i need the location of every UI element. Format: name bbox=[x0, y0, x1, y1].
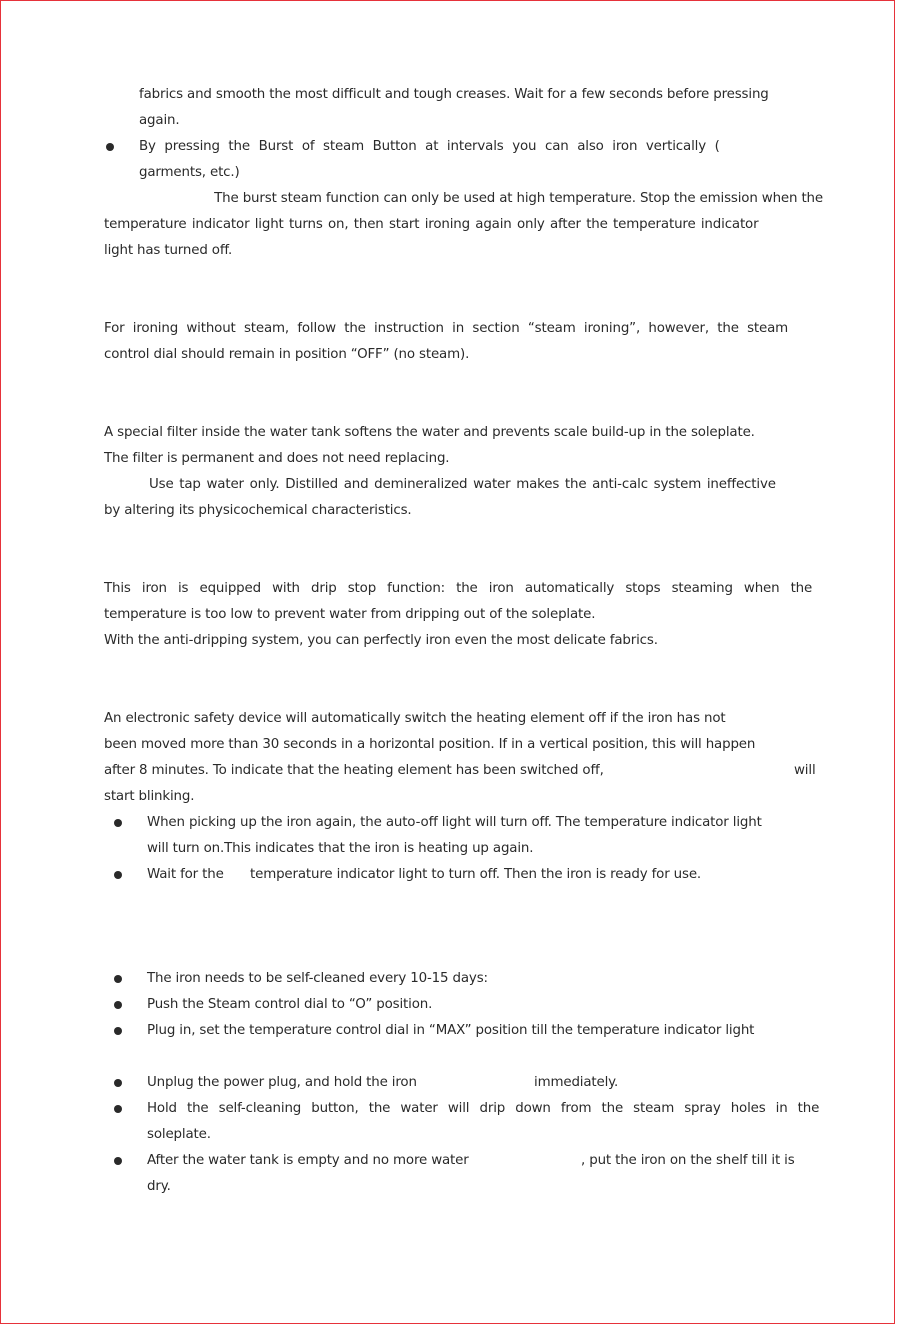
selfclean-bullet-5-line-2: soleplate. bbox=[147, 1127, 211, 1142]
anticalc-line-3: Use tap water only. Distilled and demineralized water makes the anti-calc system ineffective bbox=[149, 477, 776, 492]
selfclean-bullet-5-line-1: Hold the self-cleaning button, the water will drip down from the steam spray holes in the bbox=[147, 1101, 820, 1116]
dripstop-line-2: temperature is too low to prevent water from dripping out of the soleplate. bbox=[104, 607, 596, 622]
burst-note-line-3: light has turned off. bbox=[104, 243, 233, 258]
text-line: fabrics and smooth the most difficult and tough creases. Wait for a few seconds before pressing bbox=[139, 87, 769, 102]
bullet-icon bbox=[114, 975, 122, 983]
selfclean-bullet-4-start: Unplug the power plug, and hold the iron bbox=[147, 1075, 417, 1090]
selfclean-bullet-1: The iron needs to be self-cleaned every 10-15 days: bbox=[147, 971, 488, 986]
selfclean-bullet-6-end: , put the iron on the shelf till it is bbox=[581, 1153, 795, 1168]
autooff-bullet-2-end: temperature indicator light to turn off. Then the iron is ready for use. bbox=[250, 867, 702, 882]
burst-continuation-line bbox=[139, 86, 823, 104]
autooff-bullet-2-start: Wait for the bbox=[147, 867, 224, 882]
bullet-icon bbox=[114, 1027, 122, 1035]
bullet-icon bbox=[114, 1001, 122, 1009]
burst-note-line-1: The burst steam function can only be used at high temperature. Stop the emission when the bbox=[214, 191, 823, 206]
burst-continuation-end: again. bbox=[139, 113, 180, 128]
selfclean-bullet-2: Push the Steam control dial to “O” position. bbox=[147, 997, 433, 1012]
selfclean-bullet-6-start: After the water tank is empty and no more water bbox=[147, 1153, 469, 1168]
bullet-icon bbox=[114, 1105, 122, 1113]
bullet-icon bbox=[106, 143, 114, 151]
burst-note-line-2: temperature indicator light turns on, then start ironing again only after the temperature indicator bbox=[104, 217, 759, 232]
bullet-icon bbox=[114, 1157, 122, 1165]
anticalc-line-2: The filter is permanent and does not need replacing. bbox=[104, 451, 450, 466]
selfclean-bullet-3: Plug in, set the temperature control dial in “MAX” position till the temperature indicator light bbox=[147, 1023, 755, 1038]
dry-ironing-line-1: For ironing without steam, follow the instruction in section “steam ironing”, however, the steam bbox=[104, 321, 789, 336]
autooff-line-3: after 8 minutes. To indicate that the heating element has been switched off, bbox=[104, 763, 604, 778]
autooff-line-1: An electronic safety device will automatically switch the heating element off if the iron has not bbox=[104, 711, 726, 726]
bullet-icon bbox=[114, 1079, 122, 1087]
dripstop-line-3: With the anti-dripping system, you can perfectly iron even the most delicate fabrics. bbox=[104, 633, 658, 648]
bullet-icon bbox=[114, 871, 122, 879]
anticalc-line-1: A special filter inside the water tank softens the water and prevents scale build-up in the soleplate. bbox=[104, 425, 755, 440]
selfclean-bullet-6-line-2: dry. bbox=[147, 1179, 171, 1194]
autooff-bullet-1-line-2: will turn on.This indicates that the iron is heating up again. bbox=[147, 841, 534, 856]
vertical-ironing-text: By pressing the Burst of steam Button at intervals you can also iron vertically ( bbox=[139, 139, 720, 154]
selfclean-bullet-4-end: immediately. bbox=[534, 1075, 619, 1090]
anticalc-line-4: by altering its physicochemical characteristics. bbox=[104, 503, 412, 518]
dry-ironing-line-2: control dial should remain in position “OFF” (no steam). bbox=[104, 347, 470, 362]
autooff-line-2: been moved more than 30 seconds in a horizontal position. If in a vertical position, this will happen bbox=[104, 737, 756, 752]
autooff-line-4: start blinking. bbox=[104, 789, 195, 804]
autooff-bullet-1-line-1: When picking up the iron again, the auto-off light will turn off. The temperature indicator light bbox=[147, 815, 762, 830]
dripstop-line-1: This iron is equipped with drip stop function: the iron automatically stops steaming when the bbox=[104, 581, 813, 596]
autooff-line-3-end: will bbox=[794, 763, 816, 778]
vertical-ironing-text-end: garments, etc.) bbox=[139, 165, 240, 180]
bullet-icon bbox=[114, 819, 122, 827]
